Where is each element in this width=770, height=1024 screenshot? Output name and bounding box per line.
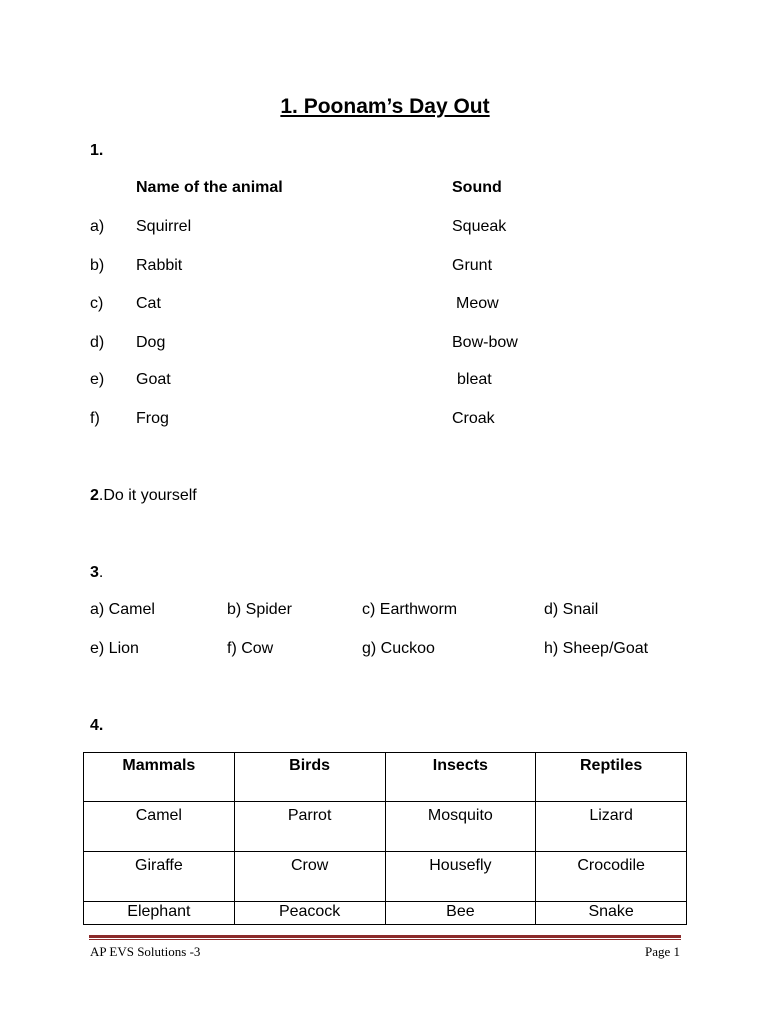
q3-item: b) Spider: [227, 601, 292, 618]
q3-line: [90, 564, 103, 582]
table-cell: Giraffe: [84, 852, 235, 902]
table-row: [84, 902, 687, 925]
q3-item: c) Earthworm: [362, 601, 458, 618]
table-row: [84, 802, 687, 852]
table-cell: Bee: [385, 902, 536, 925]
q1-row-label: c): [90, 295, 104, 312]
q1-row-animal: Rabbit: [136, 257, 183, 274]
q1-row-label: e): [90, 371, 105, 388]
table-header-cell: Birds: [234, 753, 385, 802]
table-cell: Housefly: [385, 852, 536, 902]
q1-row-sound: Grunt: [452, 257, 493, 274]
table-cell: Elephant: [84, 902, 235, 925]
table-cell: Mosquito: [385, 802, 536, 852]
footer-rule-thin: [89, 939, 681, 940]
q1-row-sound: Meow: [456, 295, 499, 312]
table-cell: Crow: [234, 852, 385, 902]
q1-header-animal: Name of the animal: [136, 179, 283, 196]
q3-item: e) Lion: [90, 640, 139, 657]
q1-header-sound: Sound: [452, 179, 502, 196]
q1-row-label: b): [90, 257, 105, 274]
q1-row-sound: Bow-bow: [452, 334, 518, 351]
q1-row-sound: bleat: [457, 371, 492, 388]
table-header-cell: Mammals: [84, 753, 235, 802]
table-header-cell: Insects: [385, 753, 536, 802]
q2-line: [90, 487, 197, 505]
table-cell: Parrot: [234, 802, 385, 852]
q1-row-animal: Goat: [136, 371, 171, 388]
footer-page-number: Page 1: [644, 944, 680, 959]
animal-classification-table: [83, 752, 687, 925]
page-title: 1. Poonam’s Day Out: [280, 95, 490, 118]
table-cell: Crocodile: [536, 852, 687, 902]
table-cell: Camel: [84, 802, 235, 852]
table-header-row: [84, 753, 687, 802]
q1-row-label: f): [90, 410, 100, 427]
q2-text: .Do it yourself: [98, 487, 197, 504]
footer-left: AP EVS Solutions -3: [90, 944, 201, 959]
q1-row-animal: Frog: [136, 410, 169, 427]
q1-row-animal: Dog: [136, 334, 166, 351]
q1-row-label: d): [90, 334, 105, 351]
q4-number: 4.: [90, 717, 104, 734]
q3-item: f) Cow: [227, 640, 274, 657]
footer-rule-thick: [89, 935, 681, 938]
q1-row-animal: Squirrel: [136, 218, 192, 235]
q1-row-sound: Croak: [452, 410, 495, 427]
q1-row-sound: Squeak: [452, 218, 507, 235]
q2-number: 2: [90, 487, 99, 504]
table-header-cell: Reptiles: [536, 753, 687, 802]
q3-item: a) Camel: [90, 601, 155, 618]
q3-item: g) Cuckoo: [362, 640, 435, 657]
q3-dot: .: [98, 564, 104, 581]
table-row: [84, 852, 687, 902]
table-cell: Peacock: [234, 902, 385, 925]
table-cell: Snake: [536, 902, 687, 925]
q3-item: d) Snail: [544, 601, 599, 618]
q1-row-animal: Cat: [136, 295, 161, 312]
q1-number: 1.: [90, 142, 104, 159]
q3-number: 3: [90, 564, 99, 581]
table-cell: Lizard: [536, 802, 687, 852]
q3-item: h) Sheep/Goat: [544, 640, 649, 657]
q1-row-label: a): [90, 218, 105, 235]
